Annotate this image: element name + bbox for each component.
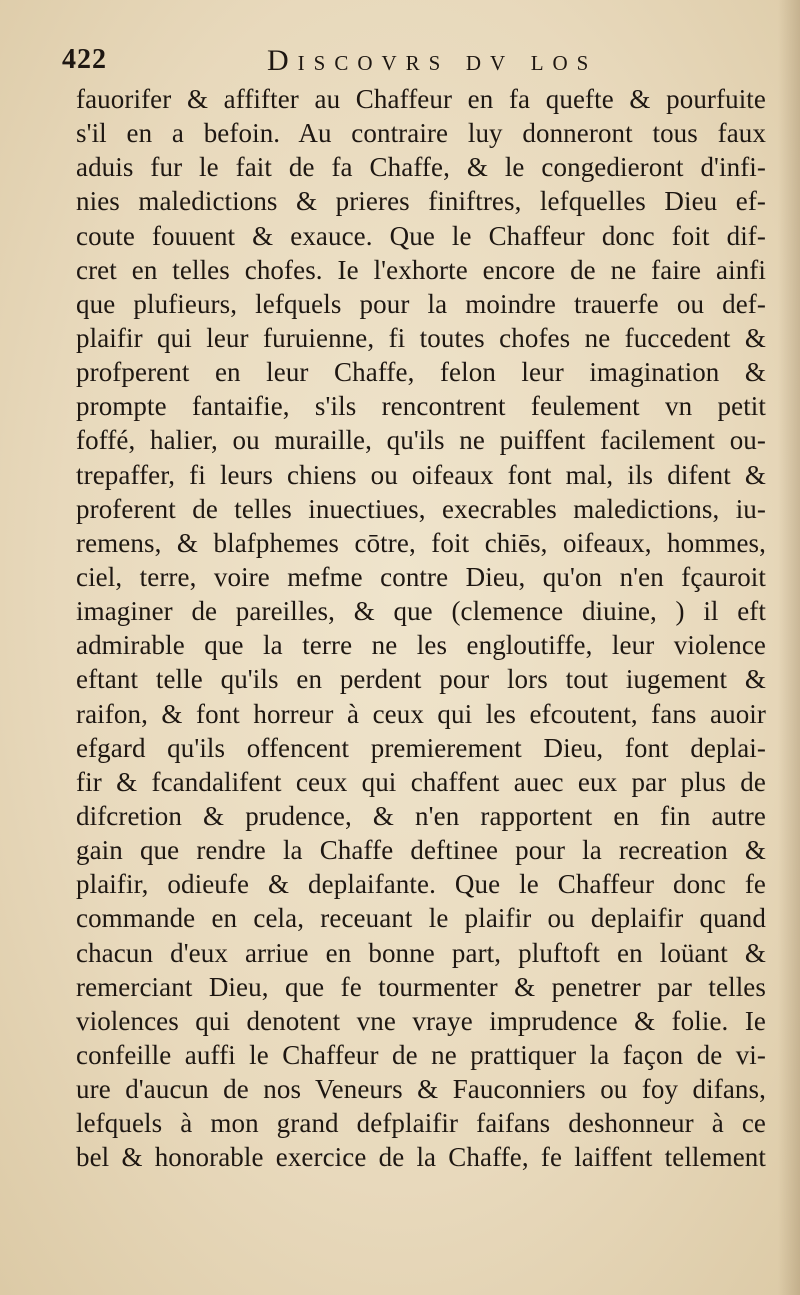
text-line: nies maledictions & prieres finiftres, lefquelles Dieu ef- xyxy=(76,186,766,217)
text-line: fauorifer & affifter au Chaffeur en fa quefte & pourfuite xyxy=(76,84,766,114)
text-line: ciel, terre, voire mefme contre Dieu, qu'on n'en fçauroit xyxy=(76,561,766,592)
text-line: gain que rendre la Chaffe deftinee pour la recreation & xyxy=(76,835,766,866)
text-line: fir & fcandalifent ceux qui chaffent auec eux par plus de xyxy=(76,766,766,797)
text-line: s'il en a befoin. Au contraire luy donneront tous faux xyxy=(76,118,766,149)
text-line: remerciant Dieu, que fe tourmenter & penetrer par telles xyxy=(76,971,766,1002)
text-line: bel & honorable exercice de la Chaffe, fe laiffent tellement xyxy=(76,1142,766,1173)
text-line: ure d'aucun de nos Veneurs & Fauconniers ou foy difans, xyxy=(76,1074,766,1105)
text-line: eftant telle qu'ils en perdent pour lors tout iugement & xyxy=(76,664,766,695)
text-line: plaifir, odieufe & deplaifante. Que le Chaffeur donc fe xyxy=(76,869,766,900)
text-line: aduis fur le fait de fa Chaffe, & le congedieront d'infi- xyxy=(76,152,766,183)
text-line: remens, & blafphemes cōtre, foit chiēs, oifeaux, hommes, xyxy=(76,527,766,558)
text-line: raifon, & font horreur à ceux qui les efcoutent, fans auoir xyxy=(76,698,766,729)
text-line: commande en cela, receuant le plaifir ou deplaifir quand xyxy=(76,903,766,934)
text-line: admirable que la terre ne les engloutiffe, leur violence xyxy=(76,630,766,661)
text-line: difcretion & prudence, & n'en rapportent en fin autre xyxy=(76,800,766,831)
page-edge-shadow xyxy=(778,0,800,1295)
text-line: profperent en leur Chaffe, felon leur imagination & xyxy=(76,357,766,388)
text-line: foffé, halier, ou muraille, qu'ils ne puiffent facilement ou- xyxy=(76,425,766,456)
text-line: plaifir qui leur furuienne, fi toutes chofes ne fuccedent & xyxy=(76,322,766,353)
text-line: violences qui denotent vne vraye imprudence & folie. Ie xyxy=(76,1005,766,1036)
text-line: cret en telles chofes. Ie l'exhorte encore de ne faire ainfi xyxy=(76,254,766,285)
text-line: chacun d'eux arriue en bonne part, pluftoft en loüant & xyxy=(76,937,766,968)
text-line: confeille auffi le Chaffeur de ne prattiquer la façon de vi- xyxy=(76,1039,766,1070)
body-text xyxy=(76,82,766,1175)
page-number: 422 xyxy=(62,44,107,75)
page-header xyxy=(62,44,722,84)
text-line: trepaffer, fi leurs chiens ou oifeaux font mal, ils difent & xyxy=(76,459,766,490)
text-line: que plufieurs, lefquels pour la moindre trauerfe ou def- xyxy=(76,288,766,319)
text-line: prompte fantaifie, s'ils rencontrent feulement vn petit xyxy=(76,391,766,422)
running-title: Discovrs dv los xyxy=(267,44,598,77)
text-line: coute fouuent & exauce. Que le Chaffeur donc foit dif- xyxy=(76,220,766,251)
text-line: imaginer de pareilles, & que (clemence diuine, ) il eft xyxy=(76,596,766,627)
text-line: proferent de telles inuectiues, execrables maledictions, iu- xyxy=(76,493,766,524)
text-line: efgard qu'ils offencent premierement Dieu, font deplai- xyxy=(76,732,766,763)
text-line: lefquels à mon grand defplaifir faifans deshonneur à ce xyxy=(76,1108,766,1139)
